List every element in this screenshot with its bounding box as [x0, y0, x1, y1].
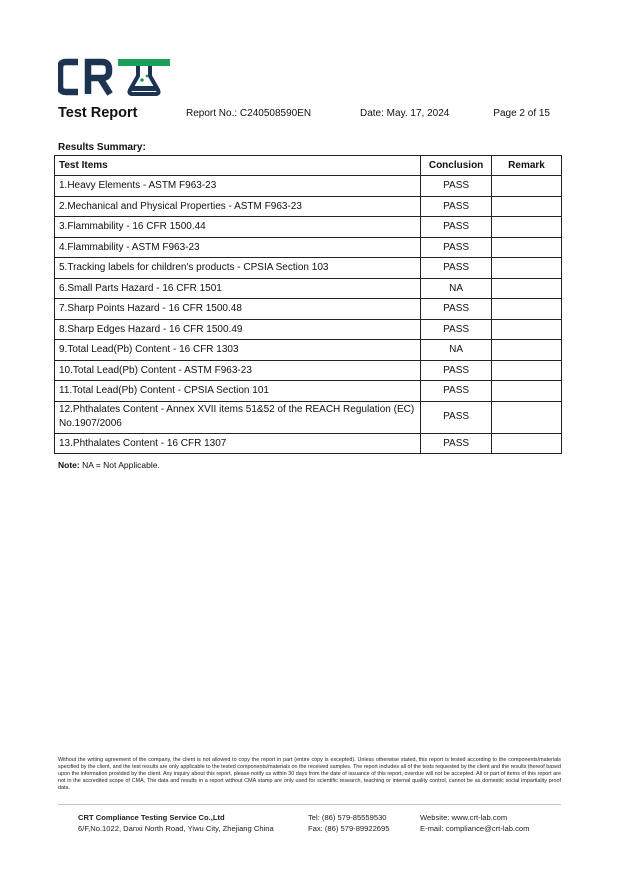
conclusion: NA: [421, 278, 492, 299]
col-header-conclusion: Conclusion: [421, 156, 492, 176]
results-table: [54, 155, 562, 454]
remark: [492, 381, 562, 402]
remark: [492, 278, 562, 299]
test-item: 2.Mechanical and Physical Properties - ASTM F963-23: [55, 196, 421, 217]
table-row: [55, 278, 562, 299]
conclusion: PASS: [421, 217, 492, 238]
note-text: NA = Not Applicable.: [79, 460, 160, 470]
company-address: 6/F,No.1022, Danxi North Road, Yiwu City, Zhejiang China: [78, 824, 274, 833]
table-header-row: [55, 156, 562, 176]
table-row: [55, 381, 562, 402]
report-header: [58, 105, 561, 125]
remark: [492, 433, 562, 454]
report-number: Report No.: C240508590EN: [186, 108, 312, 119]
table-row: [55, 196, 562, 217]
table-row: [55, 176, 562, 197]
table-row: [55, 433, 562, 454]
conclusion: PASS: [421, 381, 492, 402]
remark: [492, 237, 562, 258]
footer-divider: [58, 804, 561, 805]
table-row: [55, 319, 562, 340]
test-item: 7.Sharp Points Hazard - 16 CFR 1500.48: [55, 299, 421, 320]
test-item: 6.Small Parts Hazard - 16 CFR 1501: [55, 278, 421, 299]
fax: Fax: (86) 579-89922695: [308, 824, 390, 833]
note-label: Note:: [58, 460, 80, 470]
test-item: 11.Total Lead(Pb) Content - CPSIA Section 101: [55, 381, 421, 402]
test-item: 3.Flammability - 16 CFR 1500.44: [55, 217, 421, 238]
test-item: 12.Phthalates Content - Annex XVII items 51&52 of the REACH Regulation (EC) No.1907/2006: [55, 401, 421, 433]
conclusion: PASS: [421, 237, 492, 258]
footer-web-block: [420, 812, 529, 834]
col-header-remark: Remark: [492, 156, 562, 176]
page-number: Page 2 of 15: [493, 108, 550, 119]
conclusion: PASS: [421, 258, 492, 279]
report-title: Test Report: [58, 105, 138, 121]
test-item: 8.Sharp Edges Hazard - 16 CFR 1500.49: [55, 319, 421, 340]
remark: [492, 196, 562, 217]
table-note: [58, 460, 160, 470]
conclusion: PASS: [421, 433, 492, 454]
company-name: CRT Compliance Testing Service Co.,Ltd: [78, 813, 225, 822]
table-row: [55, 360, 562, 381]
conclusion: PASS: [421, 299, 492, 320]
legal-disclaimer: Without the writing agreement of the company, the client is not allowed to copy the report in part (entire copy is excepted). Unless otherwise stated, this report is tested according to the components/materials specified by the client, and the test results are only applicable to the tested components/materials on the received samples. The report includes all of the tests requested by the client and the results thereof based upon the information provided by the client. Any inquiry about this report, please notify us within 30 days from the date of issuance of this report, overdue will not be accepted. All or part of items of this report are not in the accredited scope of CMA, The data and results in a report without CMA stamp are only used for scientific research, teaching or internal quality control, cannot be as domestic social impartiality proof data.: [58, 757, 561, 792]
table-row: [55, 258, 562, 279]
conclusion: NA: [421, 340, 492, 361]
test-item: 10.Total Lead(Pb) Content - ASTM F963-23: [55, 360, 421, 381]
website: Website: www.crt-lab.com: [420, 813, 508, 822]
telephone: Tel: (86) 579-85559530: [308, 813, 387, 822]
footer-company-block: [78, 812, 274, 834]
remark: [492, 340, 562, 361]
table-row: [55, 299, 562, 320]
col-header-test-items: Test Items: [55, 156, 421, 176]
remark: [492, 299, 562, 320]
footer-phone-block: [308, 812, 389, 834]
test-item: 5.Tracking labels for children's products - CPSIA Section 103: [55, 258, 421, 279]
conclusion: PASS: [421, 196, 492, 217]
conclusion: PASS: [421, 176, 492, 197]
remark: [492, 360, 562, 381]
test-item: 4.Flammability - ASTM F963-23: [55, 237, 421, 258]
email: E-mail: compliance@crt-lab.com: [420, 824, 530, 833]
remark: [492, 217, 562, 238]
table-row: [55, 237, 562, 258]
test-item: 13.Phthalates Content - 16 CFR 1307: [55, 433, 421, 454]
results-summary-title: Results Summary:: [58, 142, 146, 153]
conclusion: PASS: [421, 360, 492, 381]
crt-logo: [58, 56, 173, 98]
test-item: 9.Total Lead(Pb) Content - 16 CFR 1303: [55, 340, 421, 361]
remark: [492, 319, 562, 340]
table-row: [55, 340, 562, 361]
remark: [492, 176, 562, 197]
remark: [492, 401, 562, 433]
test-item: 1.Heavy Elements - ASTM F963-23: [55, 176, 421, 197]
table-row: [55, 217, 562, 238]
conclusion: PASS: [421, 319, 492, 340]
report-date: Date: May. 17, 2024: [360, 108, 450, 119]
table-row: [55, 401, 562, 433]
conclusion: PASS: [421, 401, 492, 433]
remark: [492, 258, 562, 279]
